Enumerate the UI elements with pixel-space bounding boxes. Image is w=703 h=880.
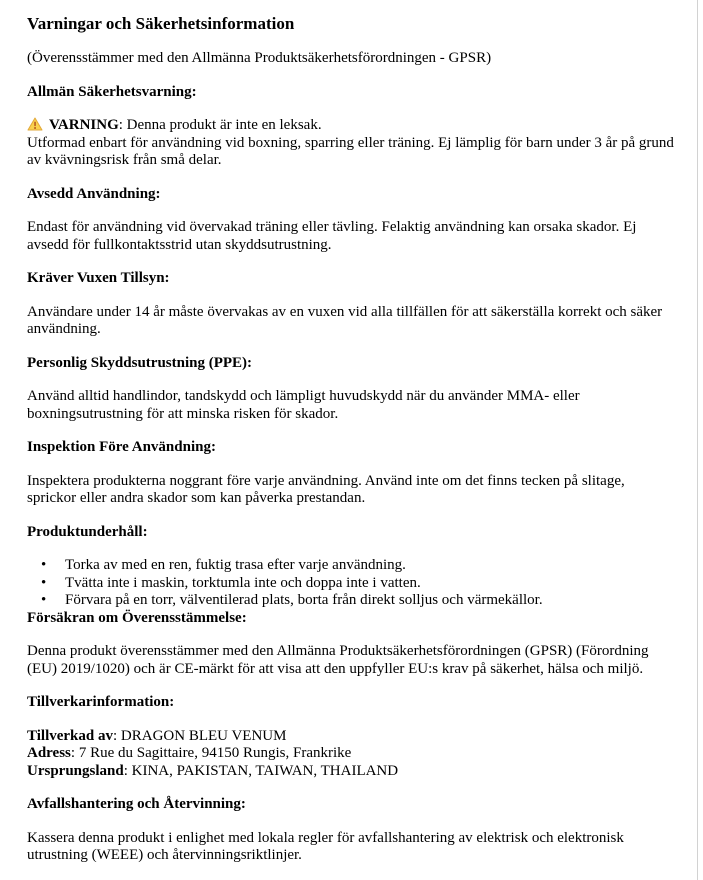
manufacturer-row-value: : DRAGON BLEU VENUM xyxy=(113,727,287,744)
general-warning-block xyxy=(27,117,677,170)
section-heading-manufacturer: Tillverkarinformation: xyxy=(27,694,175,710)
manufacturer-info-block xyxy=(27,728,677,781)
section-heading-intended-use: Avsedd Användning: xyxy=(27,185,161,202)
paragraph-conformity: Denna produkt överensstämmer med den Allmänna Produktsäkerhetsförordningen (GPSR) (Förordning (EU) 2019/1020) och är CE-märkt för att visa att den uppfyller EU:s krav på säkerhet, hälsa och miljö. xyxy=(27,643,649,677)
right-edge-rule xyxy=(697,0,698,880)
section-heading-maintenance: Produktunderhåll: xyxy=(27,523,148,540)
manufacturer-row xyxy=(27,728,677,746)
paragraph-disposal: Kassera denna produkt i enlighet med lokala regler för avfallshantering av elektrisk och elektronisk utrustning (WEEE) och återvinningsriktlinjer. xyxy=(27,829,624,863)
manufacturer-row-label: Tillverkad av xyxy=(27,727,113,744)
section-heading-inspection: Inspektion Före Användning: xyxy=(27,439,216,455)
maintenance-bullet-list xyxy=(27,557,677,610)
section-heading-adult-supervision: Kräver Vuxen Tillsyn: xyxy=(27,270,170,286)
page-subtitle: (Överensstämmer med den Allmänna Produktsäkerhetsförordningen - GPSR) xyxy=(27,50,492,66)
paragraph-inspection: Inspektera produkterna noggrant före varje användning. Använd inte om det finns tecken på slitage, sprickor eller andra skador som kan påverka prestandan. xyxy=(27,472,625,506)
manufacturer-row xyxy=(27,763,677,781)
paragraph-ppe: Använd alltid handlindor, tandskydd och lämpligt huvudskydd när du använder MMA- eller boxningsutrustning för att minska risken för skador. xyxy=(27,388,580,422)
warning-line xyxy=(27,117,677,135)
manufacturer-row-value: : 7 Rue du Sagittaire, 94150 Rungis, Frankrike xyxy=(70,745,352,761)
manufacturer-row xyxy=(27,745,677,763)
section-heading-ppe: Personlig Skyddsutrustning (PPE): xyxy=(27,354,253,371)
bullet-item: • Tvätta inte i maskin, torktumla inte och doppa inte i vatten. xyxy=(41,575,677,593)
manufacturer-row-label: Ursprungsland xyxy=(27,762,124,779)
bullet-item: • Förvara på en torr, välventilerad plats, borta från direkt solljus och värmekällor. xyxy=(41,592,677,610)
warning-triangle-icon xyxy=(27,117,43,131)
paragraph-adult-supervision: Användare under 14 år måste övervakas av en vuxen vid alla tillfällen för att säkerställa korrekt och säker användning. xyxy=(27,303,663,337)
warning-label: VARNING xyxy=(49,117,119,133)
section-heading-general-warning: Allmän Säkerhetsvarning: xyxy=(27,83,197,100)
bullet-item: • Torka av med en ren, fuktig trasa efter varje användning. xyxy=(41,557,677,575)
warning-text: : Denna produkt är inte en leksak. xyxy=(118,117,322,133)
paragraph-intended-use: Endast för användning vid övervakad träning eller tävling. Felaktig användning kan orsaka skador. Ej avsedd för fullkontaktsstrid utan skyddsutrustning. xyxy=(27,219,637,253)
manufacturer-row-label: Adress xyxy=(27,745,71,761)
page-title: Varningar och Säkerhetsinformation xyxy=(27,14,295,33)
section-heading-conformity: Försäkran om Överensstämmelse: xyxy=(27,609,247,626)
paragraph-general-warning: Utformad enbart för användning vid boxning, sparring eller träning. Ej lämplig för barn under 3 år på grund av kvävningsrisk från små delar. xyxy=(27,134,674,168)
manufacturer-row-value: : KINA, PAKISTAN, TAIWAN, THAILAND xyxy=(123,762,399,779)
section-heading-disposal: Avfallshantering och Återvinning: xyxy=(27,796,246,812)
